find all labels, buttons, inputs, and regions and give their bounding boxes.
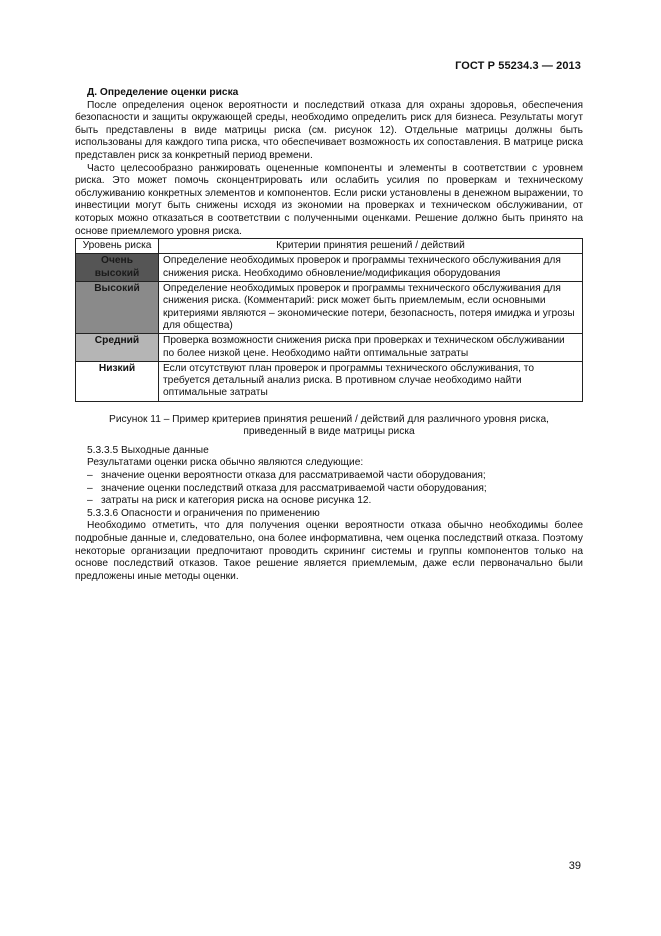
table-header-row [76,239,583,254]
subsection-title-5336: 5.3.3.6 Опасности и ограничения по применению [87,507,320,519]
caption-line-2: приведенный в виде матрицы риска [243,426,415,438]
dash-bullet: – [87,470,93,482]
risk-level-high: Высокий [76,282,159,334]
page-number: 39 [568,860,581,872]
table-row [76,361,583,401]
criteria-very-high: Определение необходимых проверок и программы технического обслуживания для снижения риска. Необходимо обновление/модификация оборудования [159,254,583,282]
paragraph-1: После определения оценок вероятности и последствий отказа для охраны здоровья, обеспечения безопасности и защиты окружающей среды, необходимо определить риск для бизнеса. Результаты могут быть представлены в виде матрицы риска (см. рисунок 12). Отдельные матрицы должны быть использованы для каждого типа риска, что обеспечивает возможность их сопоставления. В матрице риска представлен риск за конкретный период времени. [75,99,583,161]
document-header: ГОСТ Р 55234.3 — 2013 [455,60,581,72]
paragraph-2: Часто целесообразно ранжировать оцененные компоненты и элементы в соответствии с уровнем риска. Это может помочь сконцентрировать или ослабить усилия по проверкам и техническому обслуживанию конкретных элементов и компонентов. Если риски установлены в денежном выражении, то инвестиции могут быть снижены исходя из экономии на проверках и техническом обслуживании, от которых можно отказаться в соответствии с полученными оценками. Решение должно быть принято на основе приемлемого уровня риска. [75,162,583,237]
dash-bullet: – [87,495,93,507]
risk-level-low: Низкий [76,361,159,401]
list-item: – значение оценки последствий отказа для рассматриваемой части оборудования; [87,482,487,494]
risk-matrix-table [75,238,583,402]
list-item: – значение оценки вероятности отказа для рассматриваемой части оборудования; [87,470,486,482]
section-title: Д. Определение оценки риска [87,87,239,98]
list-item: – затраты на риск и категория риска на основе рисунка 12. [87,495,372,507]
risk-level-very-high: Очень высокий [76,254,159,282]
column-header-criteria: Критерии принятия решений / действий [159,239,583,254]
dash-bullet: – [87,482,93,494]
caption-line-1: Рисунок 11 – Пример критериев принятия решений / действий для различного уровня риска, [109,413,549,425]
table-row [76,334,583,362]
paragraph-5336: Необходимо отметить, что для получения оценки вероятности отказа обычно необходимы более подробные данные и, следовательно, она более информативна, чем оценка последствий отказа. Поэтому некоторые организации предпочитают проводить скрининг системы и группы компонентов только на основе последствий отказов. Такое решение является приемлемым, даже если первоначально были предложены иные методы оценки. [75,520,583,582]
criteria-medium: Проверка возможности снижения риска при проверках и техническом обслуживании по более низкой цене. Необходимо найти оптимальные затраты [159,334,583,362]
risk-level-medium: Средний [76,334,159,362]
subsection-intro-5335: Результатами оценки риска обычно являются следующие: [87,457,364,469]
subsection-title-5335: 5.3.3.5 Выходные данные [87,444,209,456]
criteria-high: Определение необходимых проверок и программы технического обслуживания для снижения риска. (Комментарий: риск может быть приемлемым, если основными критериями являются – экономические потери, безопасность, потеря имиджа и угрозы для общества) [159,282,583,334]
criteria-low: Если отсутствуют план проверок и программы технического обслуживания, то требуется детальный анализ риска. В противном случае необходимо найти оптимальные затраты [159,361,583,401]
figure-caption [75,414,583,439]
column-header-level: Уровень риска [76,239,159,254]
table-row [76,254,583,282]
table-row [76,282,583,334]
page-content [75,87,583,583]
